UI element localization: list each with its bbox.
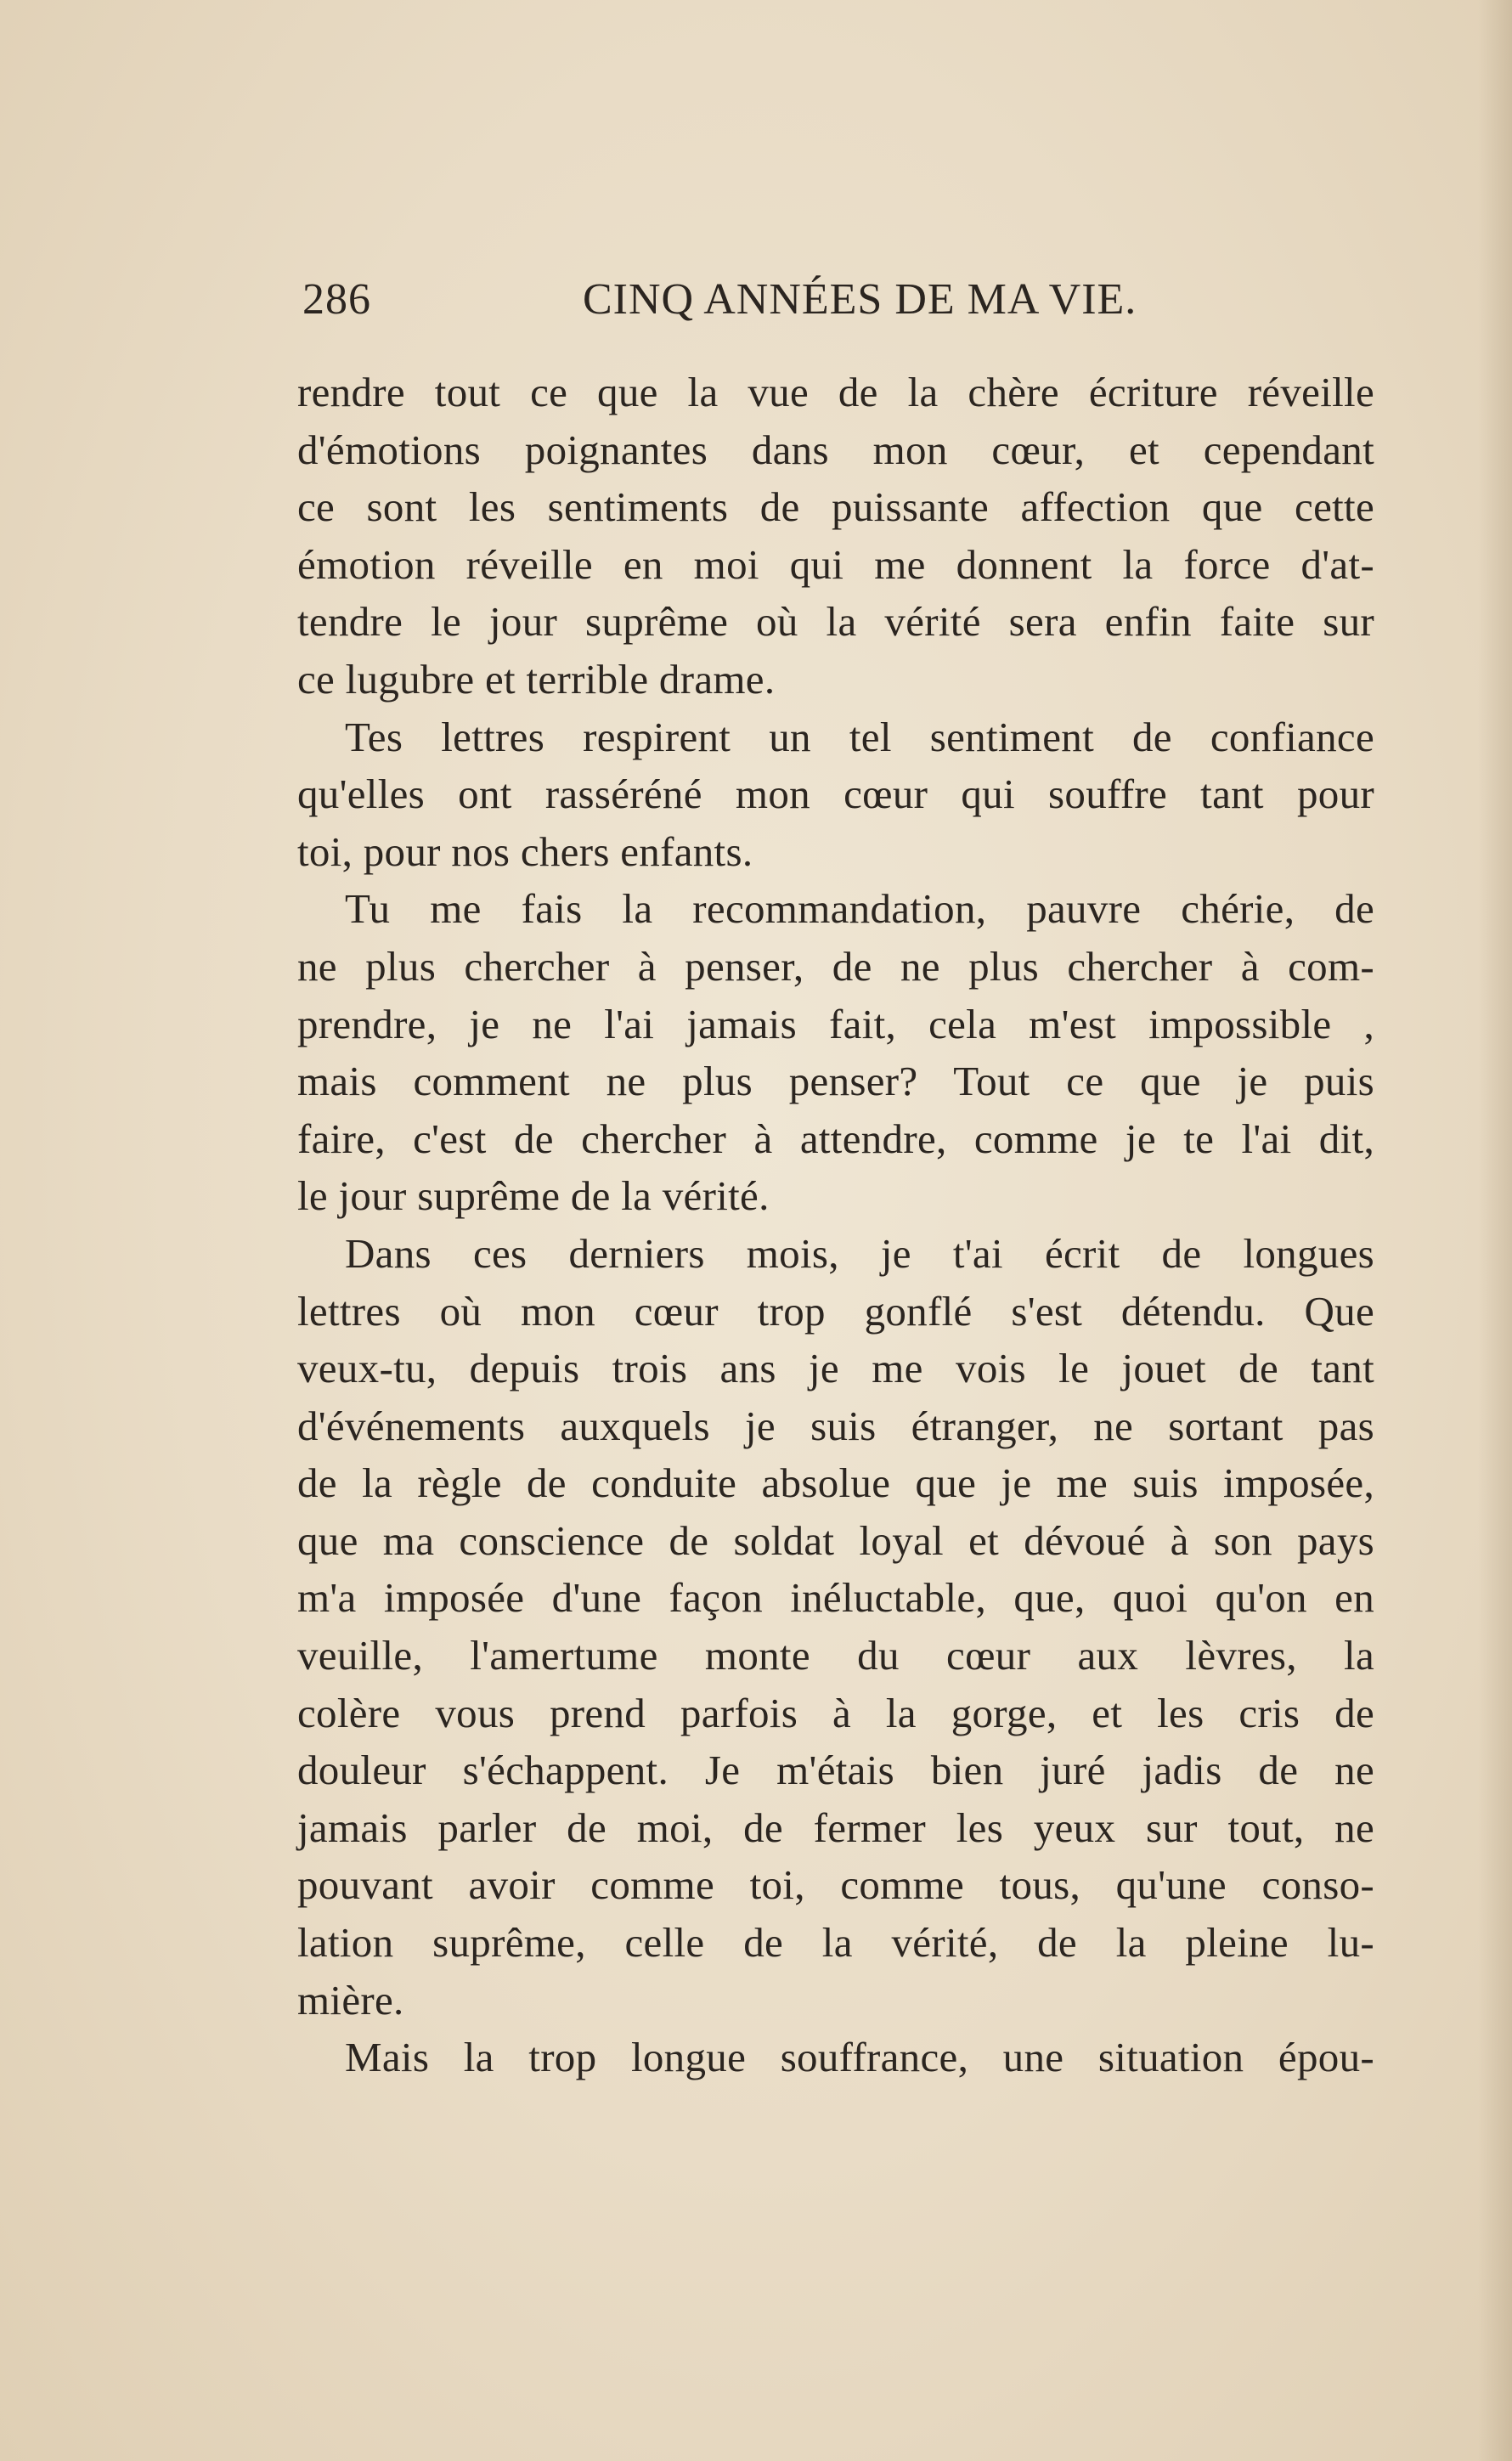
running-header xyxy=(302,270,1373,330)
text-line: de la règle de conduite absolue que je me suis imposée, xyxy=(297,1459,1374,1507)
text-line: que ma conscience de soldat loyal et dévoué à son pays xyxy=(297,1516,1374,1564)
text-line: m'a imposée d'une façon inéluctable, que, quoi qu'on en xyxy=(297,1574,1374,1622)
page-edge-shadow xyxy=(1478,0,1512,2461)
text-line: ce lugubre et terrible drame. xyxy=(297,655,776,703)
text-line: Dans ces derniers mois, je t'ai écrit de longues xyxy=(345,1229,1374,1277)
text-line: tendre le jour suprême où la vérité sera enfin faite sur xyxy=(297,598,1374,646)
text-line: d'événements auxquels je suis étranger, ne sortant pas xyxy=(297,1402,1374,1449)
body-text xyxy=(297,364,1374,2086)
text-line: ce sont les sentiments de puissante affection que cette xyxy=(297,483,1374,531)
text-line: mière. xyxy=(297,1976,404,2024)
text-line: qu'elles ont rasséréné mon cœur qui souffre tant pour xyxy=(297,770,1374,818)
text-line: rendre tout ce que la vue de la chère écriture réveille xyxy=(297,369,1374,415)
text-line: d'émotions poignantes dans mon cœur, et cependant xyxy=(297,426,1374,473)
text-line: Mais la trop longue souffrance, une situation épou- xyxy=(345,2034,1374,2081)
text-line: lettres où mon cœur trop gonflé s'est détendu. Que xyxy=(297,1287,1374,1335)
text-line: veuille, l'amertume monte du cœur aux lèvres, la xyxy=(297,1632,1374,1679)
text-line: Tes lettres respirent un tel sentiment de confiance xyxy=(345,713,1374,760)
text-line: faire, c'est de chercher à attendre, comme je te l'ai dit, xyxy=(297,1115,1374,1162)
text-line: jamais parler de moi, de fermer les yeux sur tout, ne xyxy=(297,1803,1374,1851)
text-line: douleur s'échappent. Je m'étais bien juré jadis de ne xyxy=(297,1747,1374,1794)
text-line: prendre, je ne l'ai jamais fait, cela m'est impossible , xyxy=(297,1000,1374,1047)
running-title: CINQ ANNÉES DE MA VIE. xyxy=(583,275,1137,324)
text-line: le jour suprême de la vérité. xyxy=(297,1172,770,1220)
text-line: ne plus chercher à penser, de ne plus chercher à com- xyxy=(297,942,1374,990)
text-line: lation suprême, celle de la vérité, de la pleine lu- xyxy=(297,1919,1374,1967)
text-line: émotion réveille en moi qui me donnent la force d'at- xyxy=(297,540,1374,588)
text-line: mais comment ne plus penser? Tout ce que je puis xyxy=(297,1058,1374,1105)
text-line: pouvant avoir comme toi, comme tous, qu'une conso- xyxy=(297,1861,1374,1909)
text-line: Tu me fais la recommandation, pauvre chérie, de xyxy=(345,885,1374,933)
page-number: 286 xyxy=(302,275,371,324)
text-line: veux-tu, depuis trois ans je me vois le jouet de tant xyxy=(297,1345,1374,1392)
text-line: toi, pour nos chers enfants. xyxy=(297,827,753,875)
text-line: colère vous prend parfois à la gorge, et les cris de xyxy=(297,1689,1374,1736)
